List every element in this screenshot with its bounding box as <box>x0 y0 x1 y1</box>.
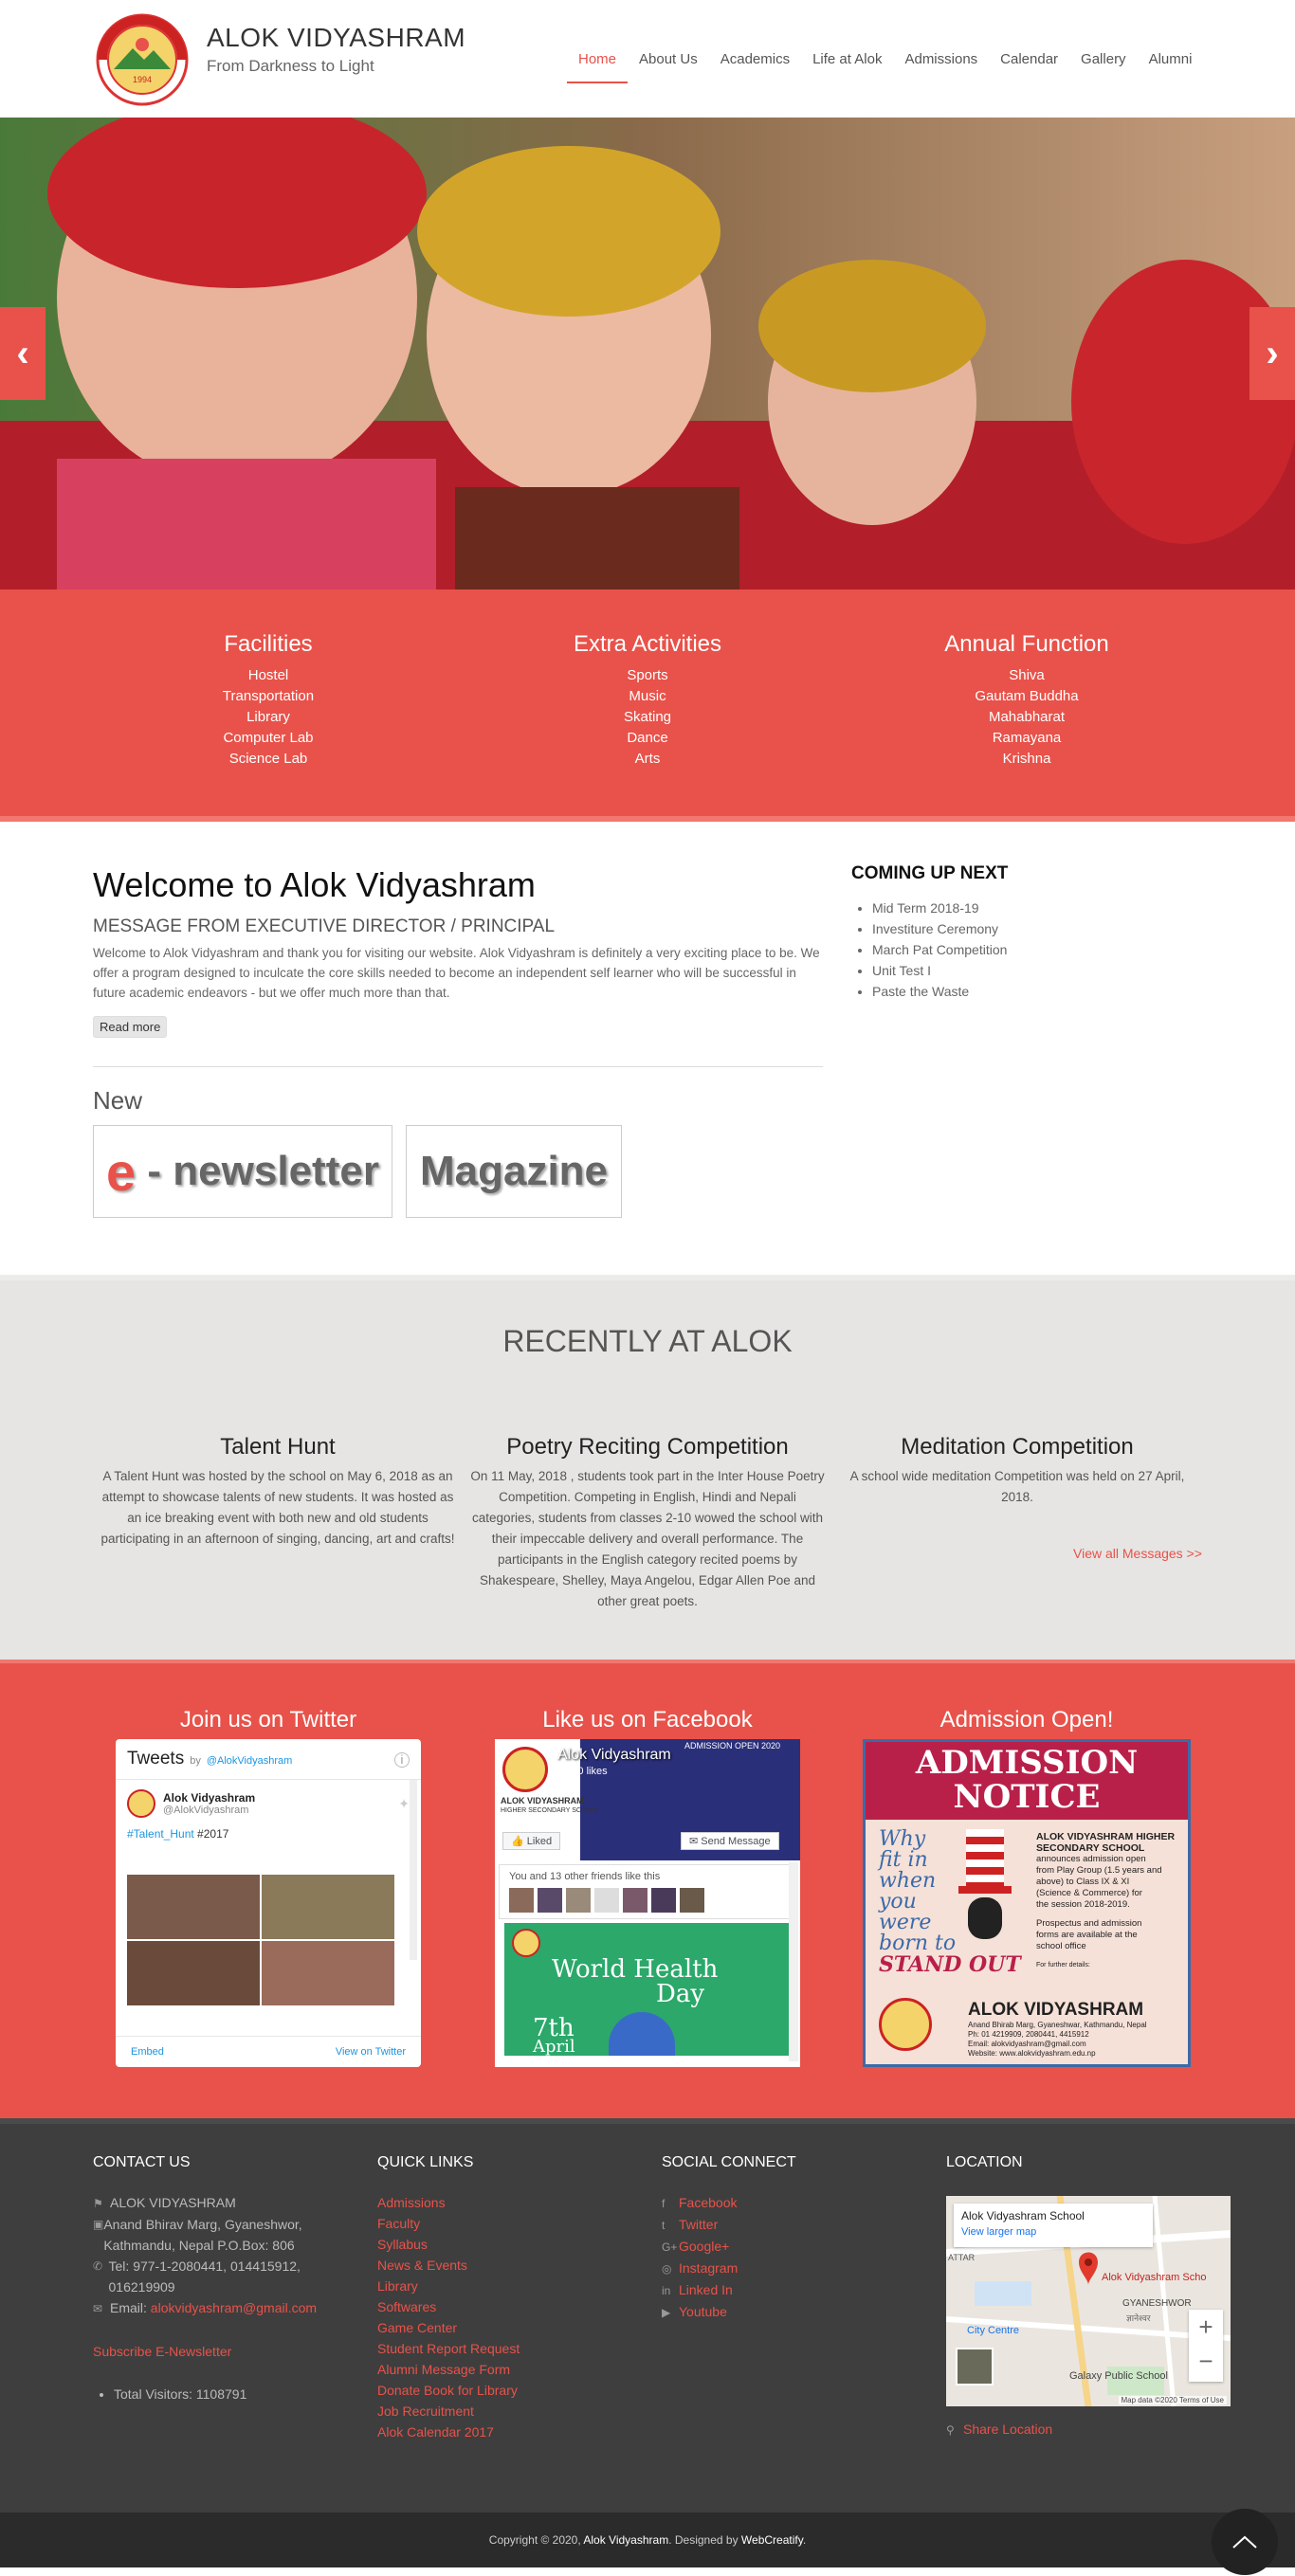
facebook-column <box>495 1707 800 1739</box>
function-item[interactable]: Gautam Buddha <box>975 688 1079 704</box>
tweet-hashtag[interactable]: #Talent_Hunt <box>127 1827 194 1841</box>
newsletter-e: e <box>106 1141 137 1202</box>
social-connect-title: SOCIAL CONNECT <box>662 2154 796 2170</box>
recent-item-body: On 11 May, 2018 , students took part in the Inter House Poetry Competition. Competing in English, Hindi and Nepali categories, students from classes 2-10 wowed the school with their impeccable delivery and overall performance. The participants in the English category recited poems by Shakespeare, Shelley, Maya Angelou, Edgar Allen Poe and other great poets. <box>470 1469 825 1608</box>
notice-title-1: ADMISSION <box>915 1744 1139 1782</box>
function-item[interactable]: Mahabharat <box>988 709 1066 725</box>
instagram-icon: ◎ <box>662 2262 672 2276</box>
fb-admission-open: ADMISSION OPEN 2020 <box>684 1741 781 1751</box>
event-item[interactable]: • Investiture Ceremony <box>872 918 1212 939</box>
function-item[interactable]: Ramayana <box>992 730 1062 746</box>
facility-item[interactable]: Computer Lab <box>223 730 314 746</box>
nav-home[interactable]: Home <box>567 49 628 83</box>
recent-item-title[interactable]: Meditation Competition <box>901 1434 1134 1460</box>
contact-org: ALOK VIDYASHRAM <box>110 2195 236 2210</box>
contact-email-label: Email: <box>110 2300 151 2315</box>
extra-activities-title: Extra Activities <box>573 631 722 657</box>
notice-title-2: NOTICE <box>953 1778 1101 1816</box>
view-all-messages-link[interactable]: View all Messages >> <box>1073 1546 1202 1561</box>
fb-post-title-line2: Day <box>656 1980 705 2008</box>
total-visitors: • Total Visitors: 1108791 <box>114 2384 349 2404</box>
copyright-prefix: Copyright © 2020, <box>488 2533 584 2547</box>
fb-banner-sub: HIGHER SECONDARY SCHOOL <box>501 1807 600 1814</box>
recent-item-body: A Talent Hunt was hosted by the school on May 6, 2018 as an attempt to showcase talents of new students. It was hosted as an ice breaking event with both new and old students participating in an afternoon of singing, dancing, art and crafts! <box>100 1469 455 1546</box>
magazine-link[interactable]: Magazine <box>406 1125 622 1218</box>
twitter-icon: t <box>662 2219 666 2232</box>
quick-links-column <box>377 2154 633 2442</box>
contact-email-link[interactable]: alokvidyashram@gmail.com <box>150 2300 318 2315</box>
new-label: New <box>93 1086 143 1115</box>
zoom-in-button[interactable]: + <box>1198 2313 1213 2341</box>
fb-friends-box <box>499 1864 796 1919</box>
chevron-left-icon: ‹ <box>16 332 29 374</box>
linkedin-icon: in <box>662 2284 671 2297</box>
nav-calendar[interactable]: Calendar <box>1000 51 1059 67</box>
fb-post-date: 7th <box>533 2014 575 2042</box>
quick-link[interactable]: Faculty <box>377 2216 421 2231</box>
social-link-google-plus[interactable]: Google+ <box>679 2239 730 2254</box>
social-link-twitter[interactable]: Twitter <box>679 2217 719 2232</box>
view-on-twitter-link[interactable]: View on Twitter <box>335 2046 406 2058</box>
event-item[interactable]: • Paste the Waste <box>872 981 1212 1002</box>
contact-tel: Tel: 977-1-2080441, 014415912, 016219909 <box>108 2259 301 2295</box>
tweet-photo-grid[interactable] <box>127 1875 410 2005</box>
slider-next-button[interactable] <box>1249 307 1295 400</box>
twitter-widget <box>116 1739 421 2067</box>
share-location-link[interactable]: Share Location <box>963 2422 1053 2437</box>
nav-academics[interactable]: Academics <box>720 51 791 67</box>
google-plus-icon: G+ <box>662 2240 678 2254</box>
coming-up-title: COMING UP NEXT <box>851 863 1009 883</box>
map-area-attar: ATTAR <box>948 2253 976 2262</box>
social-link-youtube[interactable]: Youtube <box>679 2304 727 2319</box>
social-connect-column <box>662 2154 918 2323</box>
location-column <box>946 2154 1231 2192</box>
info-icon[interactable]: i <box>394 1752 410 1768</box>
map-area-local: ज्ञानेश्वर <box>1126 2313 1151 2323</box>
site-footer <box>0 2124 1295 2513</box>
quick-link[interactable]: Game Center <box>377 2320 458 2335</box>
nav-about-us[interactable]: About Us <box>639 51 698 67</box>
quick-link[interactable]: Job Recruitment <box>377 2404 474 2419</box>
quick-link[interactable]: Alumni Message Form <box>377 2362 511 2377</box>
recently-title: RECENTLY AT ALOK <box>502 1324 793 1358</box>
tweets-handle-link[interactable]: @AlokVidyashram <box>206 1755 293 1767</box>
social-section <box>0 1660 1295 2124</box>
recent-item-title[interactable]: Talent Hunt <box>220 1434 336 1460</box>
annual-function-title: Annual Function <box>944 631 1109 657</box>
twitter-column <box>116 1707 421 1739</box>
map-data-credit: Map data ©2020 <box>1121 2396 1177 2404</box>
fb-banner-name: ALOK VIDYASHRAM <box>501 1796 584 1805</box>
social-link-facebook[interactable]: Facebook <box>679 2195 738 2210</box>
svg-text:1994: 1994 <box>132 75 153 84</box>
admission-notice-poster[interactable]: ADMISSION NOTICE Why fit in when you were born to STAND OUT ALOK VIDYASHRAM HIGHER SECONDARY SCHOOL announces admission open from Play Group (1.5 years and above) to Class IX & XI (Science & Commerce) for the session 2018-2019. Prospectus and admission forms are available at the school office For further details: ALOK VIDYASHRAM Anand Bhirab Marg, Gyaneshwar, Kathmandu, Nepal Ph: 01 4219909, 2080441, 4415912 Email: alokvidyashram@gmail.com Website: www.alokvidyashram.edu.np <box>863 1739 1191 2067</box>
quick-link[interactable]: Donate Book for Library <box>377 2383 518 2398</box>
tweets-header: Tweets <box>127 1749 185 1769</box>
location-map[interactable] <box>946 2196 1231 2406</box>
twitter-title: Join us on Twitter <box>179 1707 357 1732</box>
quick-link[interactable]: Softwares <box>377 2299 437 2314</box>
notice-logo <box>879 1998 932 2051</box>
fb-post-month: April <box>533 2037 575 2057</box>
facility-item[interactable]: Hostel <box>247 667 289 683</box>
chevron-up-icon <box>1231 2534 1258 2549</box>
zoom-out-button[interactable]: − <box>1198 2347 1213 2375</box>
fb-post-title-line1: World Health <box>552 1955 719 1984</box>
fb-send-message-button[interactable]: ✉ Send Message <box>681 1832 779 1850</box>
slider-prev-button[interactable] <box>0 307 46 400</box>
twitter-bird-icon: ✦ <box>398 1795 410 1811</box>
envelope-icon: ✉ <box>93 2302 103 2315</box>
youtube-icon: ▶ <box>662 2306 671 2319</box>
fb-friend-avatars[interactable] <box>509 1888 786 1913</box>
brand-name[interactable]: ALOK VIDYASHRAM <box>207 23 466 52</box>
tweet-user-name[interactable]: Alok Vidyashram <box>163 1791 256 1805</box>
main-nav <box>567 49 1203 83</box>
activity-item[interactable]: Skating <box>623 709 672 725</box>
event-item[interactable]: • Mid Term 2018-19 <box>872 898 1212 918</box>
school-logo[interactable] <box>95 12 190 107</box>
recently-section <box>0 1275 1295 1660</box>
copyright-end: . <box>802 2533 807 2547</box>
nav-gallery[interactable]: Gallery <box>1081 51 1126 67</box>
welcome-title: Welcome to Alok Vidyashram <box>93 865 536 904</box>
map-marker-icon: ⚲ <box>946 2423 955 2437</box>
facebook-icon: f <box>662 2197 666 2210</box>
hero-image <box>0 118 1295 590</box>
brand <box>207 23 465 76</box>
fb-page-avatar <box>502 1747 548 1792</box>
map-pin-label: Alok Vidyashram Scho <box>1102 2272 1207 2283</box>
quick-links-title: QUICK LINKS <box>377 2154 474 2170</box>
nav-life-at-alok[interactable]: Life at Alok <box>812 51 883 67</box>
newsletter-text: - newsletter <box>136 1148 379 1194</box>
notice-school: ALOK VIDYASHRAM HIGHER SECONDARY SCHOOL <box>1036 1831 1176 1854</box>
activity-item[interactable]: Sports <box>627 667 668 683</box>
map-place-name: Alok Vidyashram School <box>961 2209 1085 2222</box>
copyright-mid: . Designed by <box>668 2533 741 2547</box>
quick-link[interactable]: Alok Calendar 2017 <box>377 2424 494 2440</box>
notice-tagline: Why fit in when you were born to STAND OUT <box>879 1827 1021 1977</box>
facebook-widget <box>495 1739 800 2067</box>
quick-link[interactable]: News & Events <box>377 2258 467 2273</box>
brand-tagline: From Darkness to Light <box>207 57 374 75</box>
function-item[interactable]: Shiva <box>1009 667 1045 683</box>
nav-alumni[interactable]: Alumni <box>1148 51 1193 67</box>
notice-footer-name: ALOK VIDYASHRAM <box>968 2000 1144 2020</box>
tweet-hashtag-year: #2017 <box>193 1827 229 1841</box>
activity-item[interactable]: Music <box>629 688 666 704</box>
fb-liked-button[interactable]: 👍 Liked <box>502 1832 560 1850</box>
welcome-section <box>0 822 1295 1275</box>
tweet-user-handle[interactable]: @AlokVidyashram <box>163 1805 249 1816</box>
facebook-cover[interactable] <box>495 1739 800 1860</box>
map-place-card <box>954 2204 1153 2247</box>
feature-band <box>0 590 1295 822</box>
e-newsletter-link[interactable] <box>93 1125 392 1218</box>
activity-item[interactable]: Arts <box>634 751 661 767</box>
tweet-scrollbar[interactable] <box>410 1780 417 1960</box>
hero-slider <box>0 118 1295 590</box>
copyright-bar <box>0 2513 1295 2567</box>
map-terms-link[interactable]: Terms of Use <box>1178 2396 1224 2404</box>
tweets-by: by <box>190 1755 201 1767</box>
welcome-subtitle: MESSAGE FROM EXECUTIVE DIRECTOR / PRINCIPAL <box>93 916 556 936</box>
designer-link[interactable]: WebCreatify <box>740 2533 803 2547</box>
map-satellite-toggle[interactable] <box>956 2348 994 2386</box>
coming-up-panel <box>851 860 1212 1002</box>
social-link-linkedin[interactable]: Linked In <box>679 2282 733 2297</box>
admission-column <box>863 1707 1191 1739</box>
subscribe-newsletter-link[interactable]: Subscribe E-Newsletter <box>93 2344 232 2359</box>
facilities-title: Facilities <box>224 631 313 657</box>
location-title: LOCATION <box>946 2154 1023 2170</box>
fb-post-avatar <box>512 1929 540 1957</box>
contact-title: CONTACT US <box>93 2154 191 2170</box>
recent-item <box>832 1434 1202 1612</box>
divider <box>93 1066 823 1067</box>
fb-friends-text: You and 13 other friends like this <box>509 1871 661 1882</box>
annual-function-column <box>837 631 1216 770</box>
copyright-site-link[interactable]: Alok Vidyashram <box>583 2533 669 2547</box>
phone-icon: ✆ <box>93 2259 103 2273</box>
facebook-title: Like us on Facebook <box>542 1707 753 1732</box>
contact-address: Anand Bhirav Marg, Gyaneshwor, Kathmandu, Nepal P.O.Box: 806 <box>103 2217 302 2253</box>
admission-title: Admission Open! <box>939 1707 1114 1732</box>
share-location <box>946 2422 1052 2437</box>
extra-activities-column <box>458 631 837 770</box>
avatar[interactable] <box>127 1789 155 1818</box>
facility-item[interactable]: Science Lab <box>228 751 308 767</box>
contact-column <box>93 2154 349 2404</box>
read-more-button[interactable]: Read more <box>93 1016 167 1038</box>
recent-item <box>93 1434 463 1612</box>
event-item[interactable]: • Unit Test I <box>872 960 1212 981</box>
view-larger-map-link[interactable]: View larger map <box>961 2226 1037 2238</box>
welcome-body: Welcome to Alok Vidyashram and thank you for visiting our website. Alok Vidyashram is definitely a very exciting place to be. We offer a program designed to inculcate the core skills needed to become an independent self learner who will be successful in future academic endeavors - but we offer much more than that. <box>93 946 820 1000</box>
social-link-instagram[interactable]: Instagram <box>679 2260 739 2276</box>
fb-post-image[interactable] <box>504 1923 791 2056</box>
recent-item <box>463 1434 832 1612</box>
cat-in-hat-illustration <box>958 1829 1012 1943</box>
fb-likes: 2,040 likes <box>557 1766 608 1777</box>
fb-scrollbar[interactable] <box>789 1862 798 2061</box>
fb-page-name[interactable]: Alok Vidyashram <box>557 1747 671 1763</box>
quick-link[interactable]: Student Report Request <box>377 2341 520 2356</box>
facility-item[interactable]: Library <box>246 709 290 725</box>
site-header <box>0 0 1295 118</box>
quick-link[interactable]: Syllabus <box>377 2237 428 2252</box>
facility-item[interactable]: Transportation <box>222 688 315 704</box>
back-to-top-button[interactable] <box>1212 2509 1278 2575</box>
map-city-centre: City Centre <box>967 2325 1020 2336</box>
chevron-right-icon: › <box>1266 332 1279 374</box>
flag-icon: ⚑ <box>93 2197 103 2210</box>
address-card-icon: ▣ <box>93 2218 104 2231</box>
nav-admissions[interactable]: Admissions <box>904 51 978 67</box>
quick-link[interactable]: Admissions <box>377 2195 446 2210</box>
embed-link[interactable]: Embed <box>131 2046 164 2058</box>
function-item[interactable]: Krishna <box>1002 751 1051 767</box>
facilities-column <box>79 631 458 770</box>
globe-icon <box>609 2012 675 2056</box>
map-area-label: GYANESHWOR <box>1122 2298 1192 2309</box>
activity-item[interactable]: Dance <box>627 730 668 746</box>
event-item[interactable]: • March Pat Competition <box>872 939 1212 960</box>
recent-item-body: A school wide meditation Competition was held on 27 April, 2018. <box>849 1469 1185 1504</box>
quick-link[interactable]: Library <box>377 2278 418 2294</box>
recent-item-title[interactable]: Poetry Reciting Competition <box>506 1434 789 1460</box>
map-school-label: Galaxy Public School <box>1069 2370 1168 2382</box>
